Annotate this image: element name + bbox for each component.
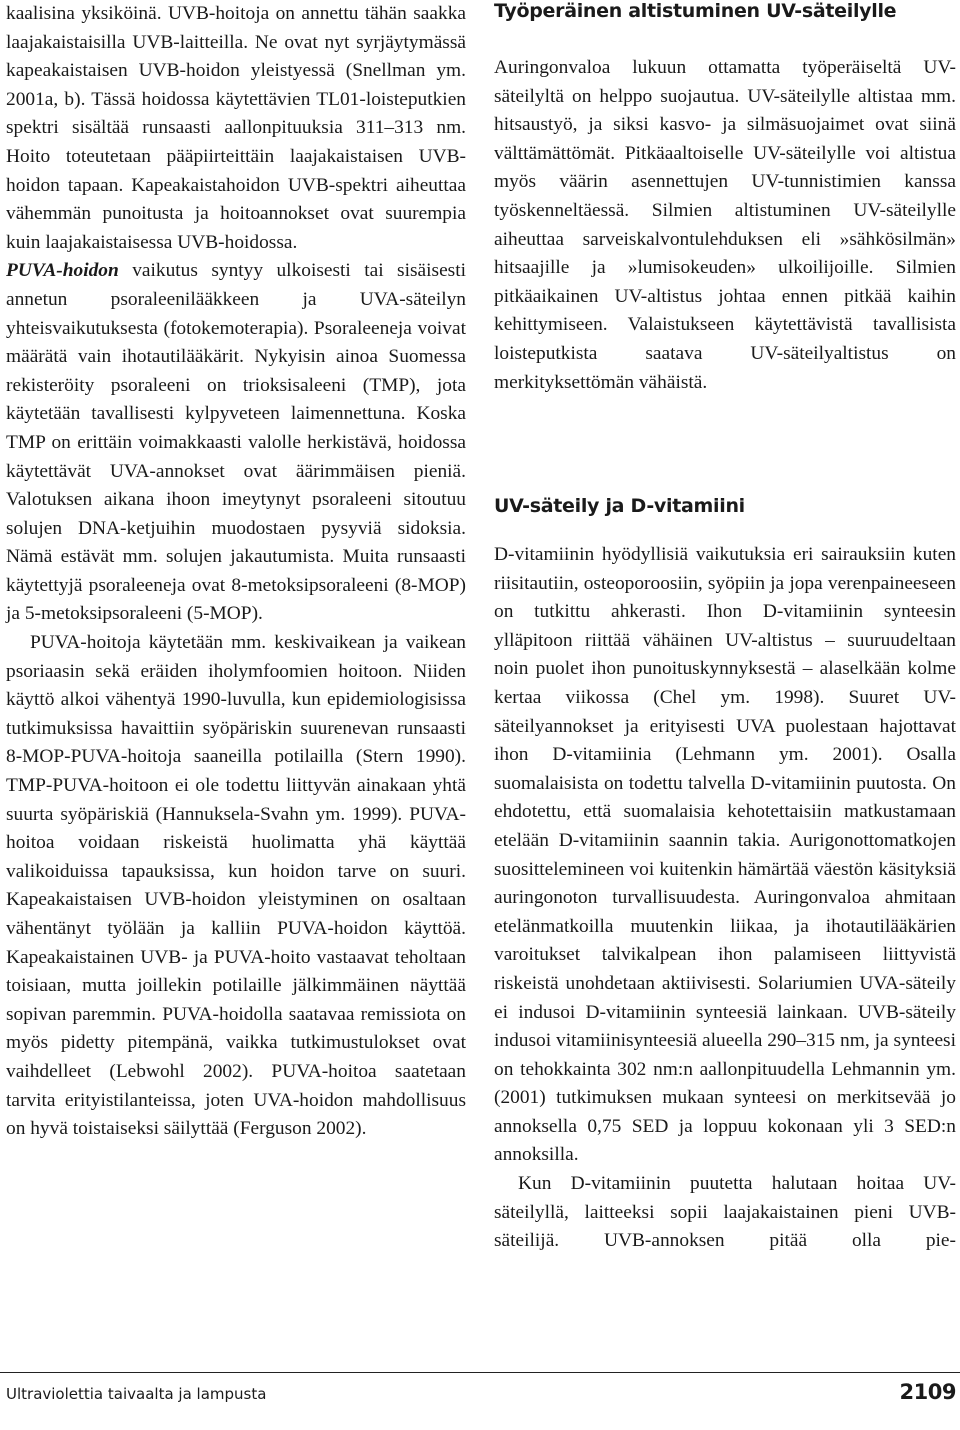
right-paragraph-1: Auringonvaloa lukuun ottamatta työperäiseltä UV-säteilyltä on helppo suojautua. UV-säteilylle altistaa mm. hitsaustyö, ja siksi kasvo- ja silmäsuojaimet ovat siinä välttämättömät. Pitkäaaltoiselle UV-säteilylle voi altistua myös väärin asennettujen UV-tunnistimien kanssa työskenneltäessä. Silmien altistuminen UV-säteilylle aiheuttaa sarveiskalvontulehduksen eli »sähkösilmän» hitsaajille ja »lumisokeuden» ulkoilijoille. Silmien pitkäaikainen UV-altistus johtaa ennen pitkää kaihin kehittymiseen. Valaistukseen käytettävistä tavallisista loisteputkista saatava UV-säteilyaltistus on merkityksettömän vähäistä. <box>494 57 956 393</box>
page-number: 2109 <box>899 1380 956 1404</box>
section-heading-occupational-exposure: Työperäinen altistuminen UV-säteilylle <box>494 0 897 22</box>
footer-rule <box>0 1372 960 1373</box>
right-paragraph-3: Kun D-vitamiinin puutetta halutaan hoitaa UV-säteilyllä, laitteeksi sopii laajakaistainen pieni UVB-säteilijä. UVB-annoksen pitää olla pie- <box>494 1173 956 1252</box>
right-paragraph-2: D-vitamiinin hyödyllisiä vaikutuksia eri sairauksiin kuten riisitautiin, osteoporoosiin, syöpiin ja jopa verenpaineeseen on tutkittu ahkerasti. Ihon D-vitamiinin synteesin ylläpitoon riittää vähäinen UV-altistus – suuruudeltaan noin puolet ihon punoituskynnyksestä – alaselkään kolme kertaa viikossa (Chel ym. 1998). Suuret UV-säteilyannokset ja erityisesti UVA puolestaan hajottavat ihon D-vitamiinia (Lehmann ym. 2001). Osalla suomalaisista on todettu talvella D-vitamiinin puutosta. On ehdotettu, että suomalaisia kehotettaisiin matkustamaan etelään D-vitamiinin saannin takia. Aurigonottomatkojen suosittelemineen voi kuitenkin hämärtää väestön käsityksiä auringonoton turvallisuudesta. Auringonvaloa ahmitaan etelänmatkoilla muutenkin liikaa, ja ihotautilääkärien varoitukset talvikalpean ihon palamiseen liittyvistä riskeistä unohdetaan aktiivisesti. Solariumien UVA-säteily ei indusoi D-vitamiinin synteesiä lainkaan. UVB-säteily indusoi vitamiinisynteesiä alueella 290–315 nm, ja synteesi on tehokkainta 302 nm:n aallonpituudella Lehmannin ym. (2001) tutkimuksen mukaan synteesi on merkitsevää jo annoksella 0,75 SED ja loppuu kokonaan yli 3 SED:n annoksilla. <box>494 544 956 1166</box>
vitamin-d-section <box>494 541 956 1256</box>
puva-term: PUVA-hoidon <box>6 260 119 282</box>
occupational-exposure-section <box>494 54 956 397</box>
running-title: Ultraviolettia taivaalta ja lampusta <box>6 1385 267 1403</box>
section-heading-vitamin-d: UV-säteily ja D-vitamiini <box>494 495 745 517</box>
left-column <box>6 0 466 1144</box>
left-paragraph-1: kaalisina yksiköinä. UVB-hoitoja on annettu tähän saakka laajakaistaisilla UVB-laitteilla. Ne ovat nyt syrjäytymässä kapeakaistaisen UVB-hoidon yleistyessä (Snellman ym. 2001a, b). Tässä hoidossa käytettävien TL01-loisteputkien spektri sisältää runsaasti aallonpituuksia 311–313 nm. Hoito toteutetaan pääpiirteittäin laajakaistaisen UVB-hoidon tapaan. Kapeakaistahoidon UVB-spektri aiheuttaa vähemmän punoitusta ja hoitoannokset ovat suurempia kuin laajakaistaisessa UVB-hoidossa. <box>6 3 466 253</box>
left-paragraph-2 <box>6 257 466 629</box>
left-paragraph-2-text: vaikutus syntyy ulkoisesti tai sisäisesti annetun psoraleenilääkkeen ja UVA-säteilyn yhteisvaikutuksesta (fotokemoterapia). Psoraleeneja voivat määrätä vain ihotautilääkärit. Nykyisin ainoa Suomessa rekisteröity psoraleeni on trioksisaleeni (TMP), jota käytetään tavallisesti kylpyveteen laimennettuna. Koska TMP on erittäin voimakkaasti valolle herkistävä, hoidossa käytettävät UVA-annokset ovat äärimmäisen pieniä. Valotuksen aikana ihoon imeytynyt psoraleeni sitoutuu solujen DNA-ketjuihin muodostaen pysyviä sidoksia. Nämä estävät mm. solujen jakautumista. Muita runsaasti käytettyjä psoraleeneja ovat 8-metoksipsoraleeni (8-MOP) ja 5-metoksipsoraleeni (5-MOP). <box>6 260 466 625</box>
left-paragraph-3: PUVA-hoitoja käytetään mm. keskivaikean ja vaikean psoriaasin sekä eräiden iholymfoomien hoitoon. Niiden käyttö alkoi vähentyä 1990-luvulla, kun epidemiologisissa tutkimuksissa havaittiin syöpäriskin suurenevan runsaasti 8-MOP-PUVA-hoitoja saaneilla potilailla (Stern 1990). TMP-PUVA-hoitoon ei ole todettu liittyvän ainakaan yhtä suurta syöpäriskiä (Hannuksela-Svahn ym. 1999). PUVA-hoitoa voidaan riskeistä huolimatta yhä käyttää valikoiduissa tapauksissa, kun hoidon tarve on suuri. Kapeakaistaisen UVB-hoidon yleistyminen on osaltaan vähentänyt työlään ja kalliin PUVA-hoidon käyttöä. Kapeakaistainen UVB- ja PUVA-hoito vastaavat teholtaan toisiaan, mutta joillekin potilaille jälkimmäinen näyttää sopivan paremmin. PUVA-hoidolla saatavaa remissiota on myös pidetty pitempänä, vaikka tutkimustulokset ovat vaihdelleet (Lebwohl 2002). PUVA-hoitoa saatetaan tarvita erityistilanteissa, joten UVA-hoidon mahdollisuus on hyvä toistaiseksi säilyttää (Ferguson 2002). <box>6 632 466 1140</box>
